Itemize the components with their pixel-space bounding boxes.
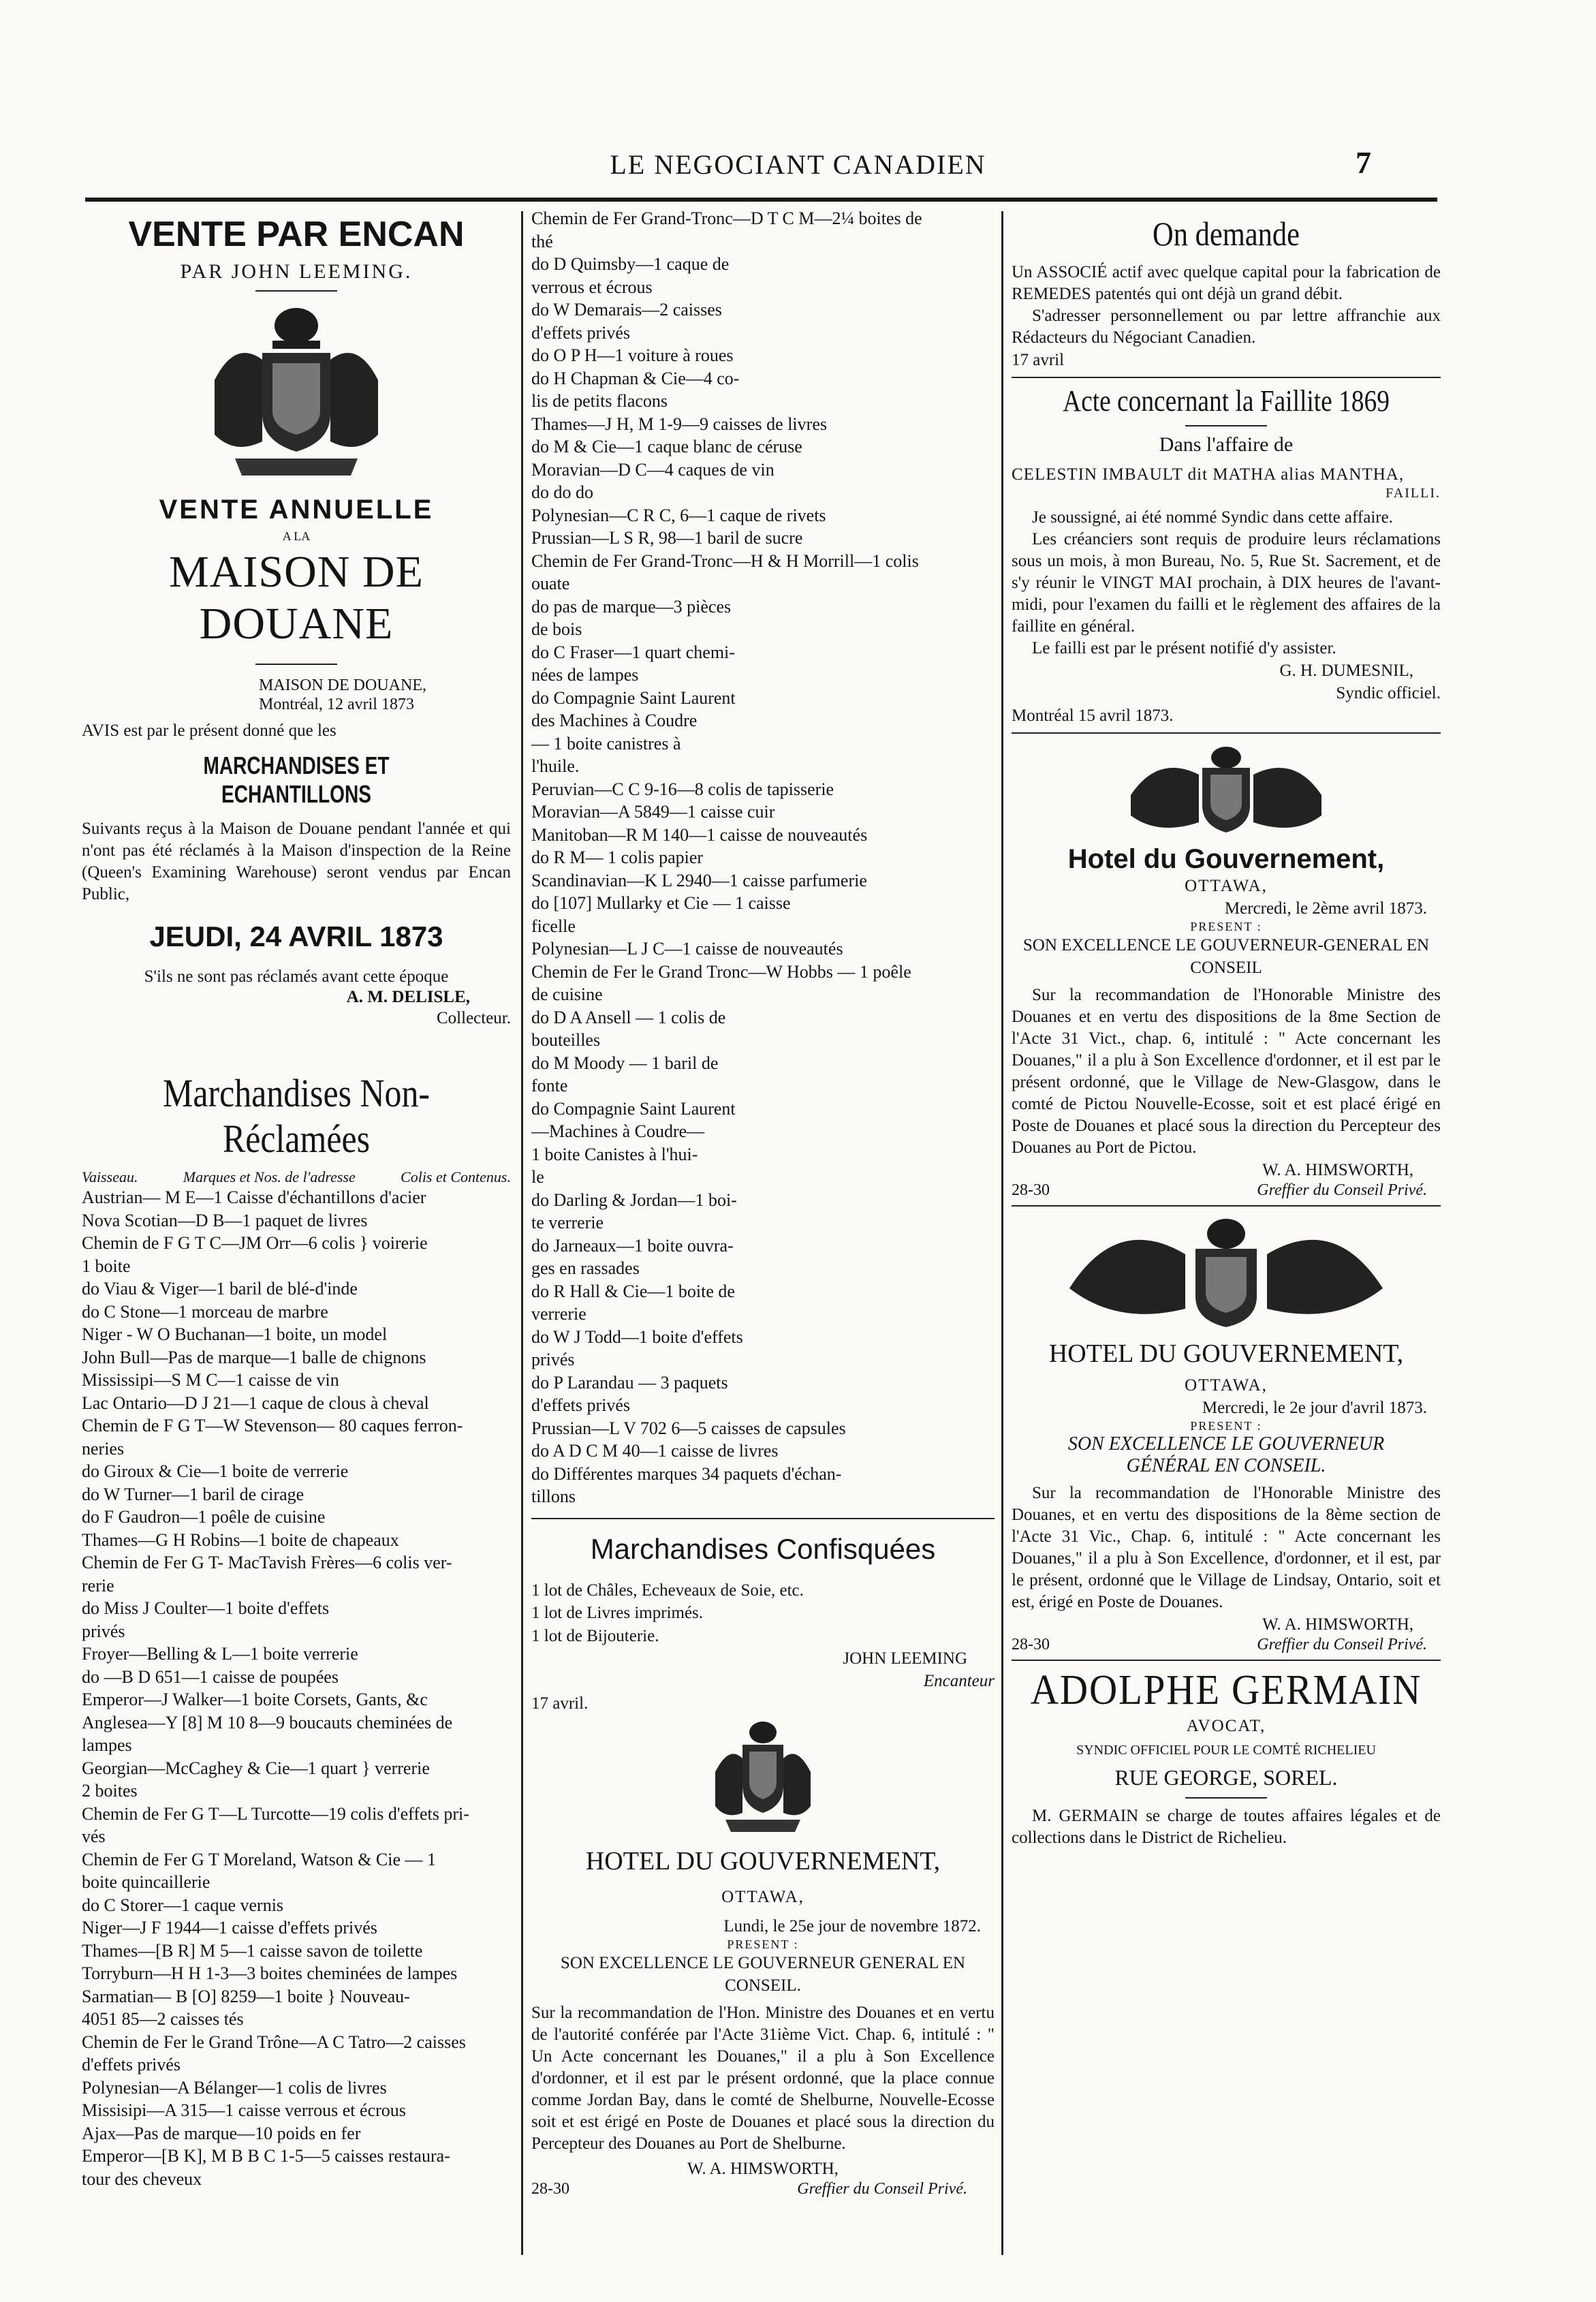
hotel-council: SON EXCELLENCE LE GOUVERNEUR GENERAL EN CONSEIL. (560, 1954, 966, 1995)
list-line: verrous et écrous (531, 277, 653, 297)
list-line: ficelle (531, 916, 576, 936)
hotel2-ref: 28-30 (1012, 1636, 1050, 1653)
on-demande-title: On demande (1153, 215, 1300, 253)
newspaper-title: LE NEGOCIANT CANADIEN (610, 149, 986, 180)
column-divider-2 (1001, 211, 1003, 2255)
royal-arms-emblem (712, 1717, 814, 1837)
royal-arms-emblem (208, 298, 385, 482)
present-label: PRESENT : (1190, 920, 1262, 933)
merch-title: MARCHANDISES ET ECHANTILLONS (203, 751, 390, 808)
list-line: tillons (531, 1487, 576, 1506)
list-line: de cuisine (531, 984, 603, 1004)
auctioneer: JOHN LEEMING (843, 1649, 967, 1668)
royal-arms-emblem (1049, 1213, 1403, 1329)
table-header (82, 1168, 511, 1186)
list-line: d'effets privés (531, 322, 630, 343)
list-line: l'huile. (531, 756, 580, 776)
list-line: Mississipi—S M C—1 caisse de vin (82, 1370, 339, 1390)
list-line: Ajax—Pas de marque—10 poids en fer (82, 2123, 361, 2143)
notice-body: Suivants reçus à la Maison de Douane pendant l'année et qui n'ont pas été réclamés à la Maison d'inspection de la Reine (Queen's Examining Warehouse) seront vendus par Encan Public, (82, 820, 511, 903)
hotel2-council-2: GÉNÉRAL EN CONSEIL. (1126, 1455, 1326, 1476)
list-line: Moravian—D C—4 caques de vin (531, 459, 774, 480)
faillite-body-1: Je soussigné, ai été nommé Syndic dans cette affaire. (1032, 508, 1393, 527)
hotel-city: OTTAWA, (721, 1888, 804, 1906)
list-line: Niger—J F 1944—1 caisse d'effets privés (82, 1918, 377, 1938)
list-line: do C Stone—1 morceau de marbre (82, 1301, 328, 1322)
on-demande-date: 17 avril (1012, 351, 1065, 369)
list-line: Prussian—L S R, 98—1 baril de sucre (531, 528, 803, 548)
affaire-label: Dans l'affaire de (1159, 433, 1294, 456)
list-line: do H Chapman & Cie—4 co- (531, 368, 740, 388)
dateline-2: Montréal, 12 avril 1873 (259, 696, 414, 713)
list-line: Emperor—[B K], M B B C 1-5—5 caisses restaura- (82, 2146, 450, 2166)
notice-intro: AVIS est par le présent donné que les (82, 721, 337, 740)
list-line: de bois (531, 619, 582, 639)
divider (1012, 377, 1441, 378)
hotel2-signer: W. A. HIMSWORTH, (1262, 1615, 1413, 1634)
faillite-body-2: Les créanciers sont requis de produire leurs réclamations sous un mois, à mon Bureau, No. 5, Rue St. Sacrement, et de s'y réunir le VINGT MAI prochain, à DIX heures de l'avant-midi, pour l'examen du failli et le règlement des affaires de la faillite en général. (1012, 530, 1441, 636)
royal-arms-emblem (1117, 741, 1335, 836)
list-line: do C Fraser—1 quart chemi- (531, 642, 735, 662)
column-2 (531, 204, 995, 2289)
list-line: do D Quimsby—1 caque de (531, 254, 730, 274)
list-line: Chemin de Fer Grand-Tronc—D T C M—2¼ boites de (531, 208, 922, 228)
header-rule (85, 198, 1437, 202)
list-line: do [107] Mullarky et Cie — 1 caisse (531, 893, 791, 913)
list-line: Prussian—L V 702 6—5 caisses de capsules (531, 1418, 846, 1438)
hotel2-city: OTTAWA, (1185, 1376, 1268, 1395)
on-demande-body-2: S'adresser personnellement ou par lettre affranchie aux Rédacteurs du Négociant Canadien. (1012, 307, 1441, 347)
list-line: do Différentes marques 34 paquets d'échan- (531, 1463, 842, 1484)
hotel-signer-title: Greffier du Conseil Privé. (797, 2180, 967, 2198)
divider (1185, 425, 1267, 426)
list-line: d'effets privés (531, 1395, 630, 1415)
list-line: do W Demarais—2 caisses (531, 300, 722, 320)
list-line: Missisipi—A 315—1 caisse verrous et écrous (82, 2100, 406, 2120)
column-1 (82, 204, 511, 2289)
germain-role: SYNDIC OFFICIEL POUR LE COMTÉ RICHELIEU (1076, 1743, 1376, 1758)
hotel-title: HOTEL DU GOUVERNEMENT, (585, 1847, 941, 1876)
list-line: te verrerie (531, 1213, 604, 1232)
debtor: CELESTIN IMBAULT dit MATHA alias MANTHA, (1012, 465, 1405, 484)
list-line: Emperor—J Walker—1 boite Corsets, Gants, &c (82, 1690, 428, 1709)
germain-address: RUE GEORGE, SOREL. (1114, 1765, 1338, 1790)
list-line: rerie (82, 1575, 114, 1596)
faillite-body-3: Le failli est par le présent notifié d'y assister. (1032, 639, 1336, 657)
hotel2-signer-title: Greffier du Conseil Privé. (1257, 1636, 1427, 1653)
list-line: Chemin de F G T C—JM Orr—6 colis } voirerie (82, 1233, 428, 1253)
list-line: Lac Ontario—D J 21—1 caque de clous à cheval (82, 1393, 429, 1413)
list-line: do R Hall & Cie—1 boite de (531, 1281, 735, 1301)
hotel1-ref: 28-30 (1012, 1181, 1050, 1199)
hotel-body: Sur la recommandation de l'Hon. Ministre des Douanes et en vertu de l'autorité conférée par l'Acte 31ième Vict. Chap. 6, intitulé : " Un Acte concernant les Douanes," il a plu à Son Excellence d'ordonner, et il est par le présent ordonné, que la place connue comme Jordan Bay, dans le comté de Shelburne, Nouvelle-Ecosse soit et est érigé en Poste de Douanes et placé sous la direction du Percepteur des Douanes au Port de Shelburne. (531, 2004, 995, 2153)
hotel1-city: OTTAWA, (1185, 877, 1268, 895)
on-demande-body: Un ASSOCIÉ actif avec quelque capital pour la fabrication de REMEDES patentés qui ont déjà un grand débit. (1012, 263, 1441, 303)
auctioneer-title: Encanteur (923, 1672, 995, 1690)
divider (255, 664, 337, 665)
hotel1-body: Sur la recommandation de l'Honorable Ministre des Douanes et en vertu des dispositions de la 8me Section de l'Acte 31 Vict., chap. 6, intitulé : " Acte concernant les Douanes," il a plu à Son Excellence d'ordonner, et il est par le présent ordonné, que le Village de New-Glasgow, dans le comté de Pictou Nouvelle-Ecosse, soit et est placé érigé en Poste de Douanes et placé sous la direction du Percepteur des Douanes au Port de Pictou. (1012, 986, 1441, 1157)
list-line: Chemin de Fer G T- MacTavish Frères—6 colis ver- (82, 1553, 452, 1572)
list-line: lis de petits flacons (531, 391, 668, 411)
list-line: Polynesian—A Bélanger—1 colis de livres (82, 2077, 387, 2098)
list-line: d'effets privés (82, 2055, 181, 2074)
list-line: nées de lampes (531, 665, 639, 685)
list-line: do A D C M 40—1 caisse de livres (531, 1441, 779, 1461)
list-line: do Miss J Coulter—1 boite d'effets (82, 1598, 330, 1618)
list-line: boite quincaillerie (82, 1872, 210, 1892)
list-line: Chemin de Fer G T—L Turcotte—19 colis d'effets pri- (82, 1803, 469, 1824)
list-line: privés (531, 1350, 575, 1369)
hotel2-title: HOTEL DU GOUVERNEMENT, (1048, 1339, 1404, 1368)
list-line: 1 lot de Châles, Echeveaux de Soie, etc. (531, 1581, 804, 1600)
column-3 (1012, 204, 1441, 2289)
list-line: do W Turner—1 baril de cirage (82, 1484, 304, 1504)
dateline-1: MAISON DE DOUANE, (259, 676, 426, 694)
confisquees-list (531, 1579, 995, 1648)
failli-label: FAILLI. (1386, 486, 1441, 501)
unclaimed-list-continued (531, 207, 995, 1508)
list-line: do F Gaudron—1 poêle de cuisine (82, 1507, 326, 1527)
sale-date: JEUDI, 24 AVRIL 1873 (149, 920, 443, 952)
list-line: do —B D 651—1 caisse de poupées (82, 1666, 339, 1687)
annual-title: VENTE ANNUELLE (159, 495, 434, 525)
unless-claimed: S'ils ne sont pas réclamés avant cette époque (144, 967, 449, 986)
divider (1012, 1660, 1441, 1661)
list-line: — 1 boite canistres à (531, 733, 681, 753)
list-line: 1 lot de Livres imprimés. (531, 1604, 704, 1622)
germain-body: M. GERMAIN se charge de toutes affaires légales et de collections dans le District de Richelieu. (1012, 1807, 1441, 1847)
list-line: thé (531, 231, 553, 251)
list-line: neries (82, 1438, 125, 1459)
signer-title: Collecteur. (437, 1009, 511, 1027)
list-line: do M & Cie—1 caque blanc de céruse (531, 437, 802, 456)
list-line: do P Larandau — 3 paquets (531, 1372, 728, 1393)
divider (1012, 732, 1441, 734)
list-line: Chemin de Fer le Grand Trône—A C Tatro—2 caisses (82, 2032, 466, 2052)
list-line: do W J Todd—1 boite d'effets (531, 1326, 743, 1347)
hotel1-title: Hotel du Gouvernement, (1067, 844, 1385, 874)
list-line: do pas de marque—3 pièces (531, 596, 732, 617)
list-line: ouate (531, 574, 570, 593)
list-line: do R M— 1 colis papier (531, 847, 704, 867)
hotel1-council: SON EXCELLENCE LE GOUVERNEUR-GENERAL EN CONSEIL (1022, 936, 1430, 977)
list-line: Chemin de Fer le Grand Tronc—W Hobbs — 1 poêle (531, 961, 911, 982)
list-line: 1 lot de Bijouterie. (531, 1626, 659, 1645)
list-line: 1 boite Canistes à l'hui- (531, 1144, 698, 1164)
conf-date: 17 avril. (531, 1694, 589, 1713)
list-line: Chemin de Fer G T Moreland, Watson & Cie — 1 (82, 1849, 437, 1869)
hotel-ref: 28-30 (531, 2180, 569, 2198)
list-line: do Compagnie Saint Laurent (531, 687, 736, 708)
germain-name: ADOLPHE GERMAIN (1030, 1667, 1422, 1713)
list-line: Nova Scotian—D B—1 paquet de livres (82, 1210, 368, 1230)
hotel2-date: Mercredi, le 2e jour d'avril 1873. (1202, 1399, 1427, 1417)
hotel-signer: W. A. HIMSWORTH, (687, 2160, 839, 2178)
germain-title: AVOCAT, (1186, 1717, 1266, 1735)
list-line: Niger - W O Buchanan—1 boite, un model (82, 1324, 388, 1344)
sale-by: PAR JOHN LEEMING. (180, 260, 413, 283)
list-line: do do do (531, 482, 593, 502)
a-la: A LA (282, 529, 311, 543)
list-line: Polynesian—C R C, 6—1 caque de rivets (531, 505, 826, 525)
list-line: Scandinavian—K L 2940—1 caisse parfumerie (531, 870, 867, 890)
list-line: Chemin de Fer Grand-Tronc—H & H Morrill—1 colis (531, 550, 919, 571)
confisquees-title: Marchandises Confisquées (590, 1532, 936, 1565)
list-line: do C Storer—1 caque vernis (82, 1895, 284, 1915)
list-line: ges en rassades (531, 1258, 640, 1278)
divider (255, 290, 337, 292)
list-line: des Machines à Coudre (531, 711, 698, 730)
list-line: 1 boite (82, 1256, 131, 1276)
list-line: do O P H—1 voiture à roues (531, 345, 734, 365)
list-line: Moravian—A 5849—1 caisse cuir (531, 802, 775, 822)
list-line: lampes (82, 1735, 132, 1755)
list-line: John Bull—Pas de marque—1 balle de chignons (82, 1347, 426, 1367)
header-vessel: Vaisseau. (82, 1168, 138, 1185)
faillite-title: Acte concernant la Faillite 1869 (1063, 384, 1390, 418)
list-line: Froyer—Belling & L—1 boite verrerie (82, 1644, 358, 1664)
list-line: do M Moody — 1 baril de (531, 1053, 719, 1073)
list-line: Chemin de F G T—W Stevenson— 80 caques ferron- (82, 1416, 463, 1435)
list-line: vés (82, 1826, 106, 1846)
header-marks: Marques et Nos. de l'adresse (183, 1168, 356, 1185)
list-line: do Compagnie Saint Laurent (531, 1098, 736, 1119)
list-line: Austrian— M E—1 Caisse d'échantillons d'acier (82, 1187, 426, 1207)
column-divider-1 (521, 211, 523, 2255)
list-line: Thames—G H Robins—1 boite de chapeaux (82, 1529, 399, 1550)
list-line: Manitoban—R M 140—1 caisse de nouveautés (531, 824, 868, 845)
list-line: Thames—J H, M 1-9—9 caisses de livres (531, 414, 827, 434)
list-line: 4051 85—2 caisses tés (82, 2009, 244, 2029)
hotel1-signer-title: Greffier du Conseil Privé. (1257, 1181, 1427, 1199)
list-line: do Viau & Viger—1 baril de blé-d'inde (82, 1279, 358, 1298)
hotel2-body: Sur la recommandation de l'Honorable Ministre des Douanes, et en vertu des dispositions de la 8ème section de l'Acte 31 Vic., Chap. 6, intitulé : " Acte concernant les Douanes," il a plu à Son Excellence, d'ordonner, et il est, par le présent, ordonné que le Village de Lindsay, Ontario, soit et est, érigé en Poste de Douanes. (1012, 1484, 1441, 1611)
list-line: Polynesian—L J C—1 caisse de nouveautés (531, 939, 843, 959)
list-line: le (531, 1167, 544, 1187)
list-line: tour des cheveux (82, 2168, 202, 2189)
divider (1185, 1797, 1267, 1799)
list-line: Thames—[B R] M 5—1 caisse savon de toilette (82, 1940, 423, 1961)
list-line: —Machines à Coudre— (531, 1121, 705, 1141)
faillite-date: Montréal 15 avril 1873. (1012, 706, 1174, 725)
list-line: Peruvian—C C 9-16—8 colis de tapisserie (531, 779, 834, 799)
list-line: do Darling & Jordan—1 boi- (531, 1189, 737, 1210)
header-contents: Colis et Contenus. (401, 1168, 511, 1185)
list-line: privés (82, 1621, 125, 1641)
divider (1012, 1205, 1441, 1207)
hotel1-signer: W. A. HIMSWORTH, (1262, 1161, 1413, 1179)
page-number: 7 (1356, 145, 1371, 180)
syndic-title: Syndic officiel. (1336, 684, 1441, 702)
present-label: PRESENT : (727, 1938, 799, 1951)
list-line: do Jarneaux—1 boite ouvra- (531, 1235, 734, 1256)
list-line: Sarmatian— B [O] 8259—1 boite } Nouveau- (82, 1986, 410, 2006)
present-label: PRESENT : (1190, 1419, 1262, 1433)
syndic-name: G. H. DUMESNIL, (1279, 662, 1413, 680)
signer: A. M. DELISLE, (346, 988, 470, 1006)
list-line: Georgian—McCaghey & Cie—1 quart } verrerie (82, 1758, 430, 1778)
list-line: 2 boites (82, 1781, 138, 1801)
list-line: Torryburn—H H 1-3—3 boites cheminées de lampes (82, 1963, 458, 1983)
list-line: bouteilles (531, 1030, 601, 1050)
list-line: do Giroux & Cie—1 boite de verrerie (82, 1461, 349, 1481)
hotel1-date: Mercredi, le 2ème avril 1873. (1224, 899, 1427, 918)
unclaimed-list (82, 1186, 511, 2190)
sale-title: VENTE PAR ENCAN (128, 215, 465, 254)
maison-title: MAISON DE DOUANE (169, 547, 424, 649)
list-line: verrerie (531, 1304, 586, 1324)
hotel2-council-1: SON EXCELLENCE LE GOUVERNEUR (1067, 1433, 1385, 1455)
divider (531, 1518, 995, 1519)
list-line: fonte (531, 1076, 568, 1095)
list-line: Anglesea—Y [8] M 10 8—9 boucauts cheminées de (82, 1712, 453, 1732)
unclaimed-title: Marchandises Non-Réclamées (162, 1071, 430, 1161)
hotel-date: Lundi, le 25e jour de novembre 1872. (723, 1917, 981, 1935)
list-line: do D A Ansell — 1 colis de (531, 1007, 726, 1027)
